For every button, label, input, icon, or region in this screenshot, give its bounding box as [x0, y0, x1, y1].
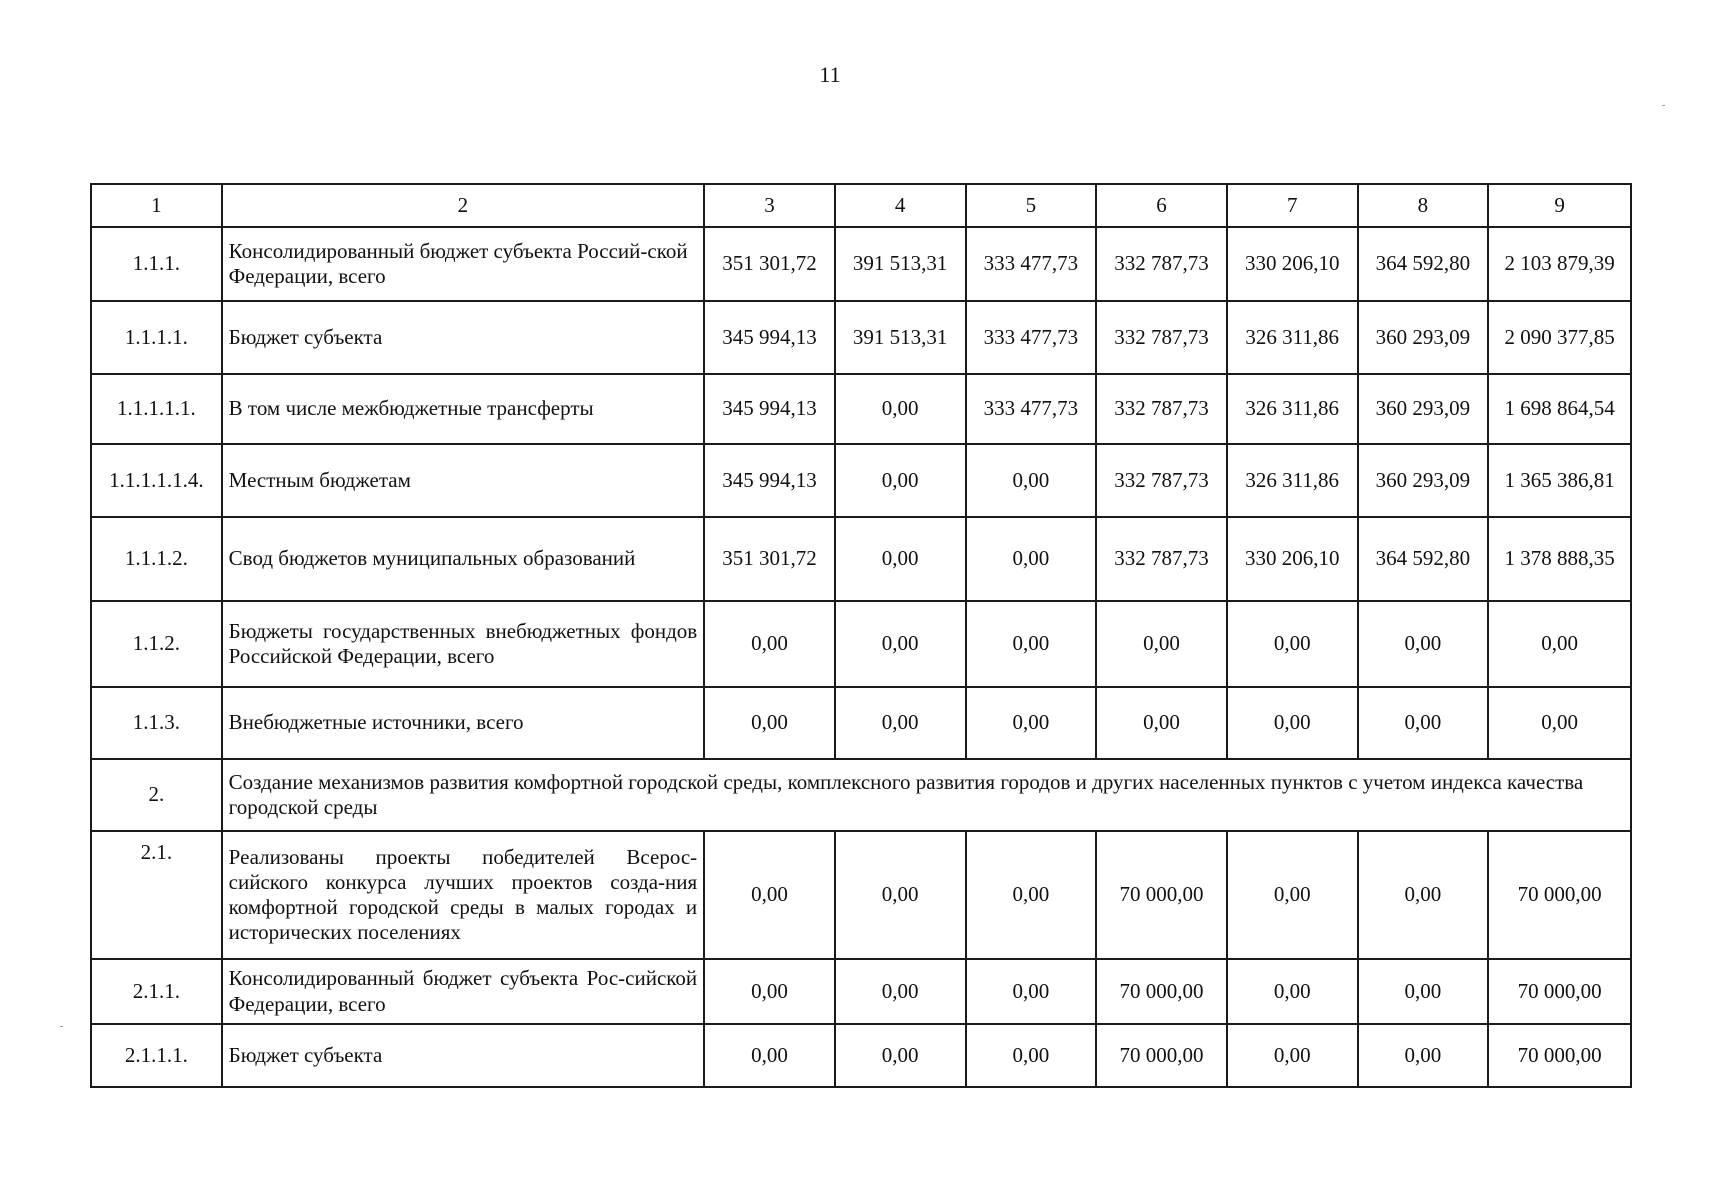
- value-cell: 326 311,86: [1227, 301, 1358, 374]
- value-cell: 0,00: [1358, 831, 1489, 959]
- header-row: [91, 184, 1631, 227]
- table-row: [91, 227, 1631, 301]
- scan-speck: [60, 1026, 63, 1027]
- value-cell: 1 378 888,35: [1488, 517, 1631, 601]
- value-cell: 2 090 377,85: [1488, 301, 1631, 374]
- value-cell: 0,00: [835, 1024, 966, 1087]
- table-row: [91, 301, 1631, 374]
- value-cell: 0,00: [1488, 601, 1631, 687]
- row-number: 1.1.1.2.: [91, 517, 222, 601]
- row-name: Местным бюджетам: [222, 444, 705, 517]
- row-name: Бюджет субъекта: [222, 1024, 705, 1087]
- value-cell: 360 293,09: [1358, 444, 1489, 517]
- table-row: [91, 687, 1631, 759]
- row-name: Консолидированный бюджет субъекта Россий-ской Федерации, всего: [222, 227, 705, 301]
- value-cell: 332 787,73: [1096, 227, 1227, 301]
- value-cell: 0,00: [704, 831, 835, 959]
- value-cell: 0,00: [704, 959, 835, 1024]
- value-cell: 1 365 386,81: [1488, 444, 1631, 517]
- header-cell: 5: [966, 184, 1097, 227]
- table-row: [91, 831, 1631, 959]
- row-number: 2.: [91, 759, 222, 831]
- table-row: [91, 1024, 1631, 1087]
- value-cell: 333 477,73: [966, 301, 1097, 374]
- table-row: [91, 601, 1631, 687]
- value-cell: 0,00: [835, 687, 966, 759]
- header-cell: 1: [91, 184, 222, 227]
- scan-speck: [1662, 105, 1665, 106]
- value-cell: 0,00: [704, 601, 835, 687]
- page-number: 11: [819, 62, 841, 87]
- row-number: 2.1.: [91, 831, 222, 959]
- section-row: [91, 759, 1631, 831]
- header-cell: 3: [704, 184, 835, 227]
- row-number: 1.1.1.1.1.4.: [91, 444, 222, 517]
- value-cell: 0,00: [835, 374, 966, 444]
- value-cell: 70 000,00: [1096, 1024, 1227, 1087]
- value-cell: 0,00: [835, 601, 966, 687]
- value-cell: 0,00: [966, 959, 1097, 1024]
- table-row: [91, 959, 1631, 1024]
- value-cell: 70 000,00: [1096, 959, 1227, 1024]
- row-number: 1.1.2.: [91, 601, 222, 687]
- value-cell: 70 000,00: [1096, 831, 1227, 959]
- value-cell: 0,00: [1227, 601, 1358, 687]
- section-title: Создание механизмов развития комфортной городской среды, комплексного развития городов и других населенных пунктов с учетом индекса качества городской среды: [222, 759, 1631, 831]
- table-row: [91, 444, 1631, 517]
- value-cell: 333 477,73: [966, 227, 1097, 301]
- value-cell: 330 206,10: [1227, 227, 1358, 301]
- value-cell: 391 513,31: [835, 227, 966, 301]
- value-cell: 0,00: [1096, 601, 1227, 687]
- row-name: В том числе межбюджетные трансферты: [222, 374, 705, 444]
- value-cell: 333 477,73: [966, 374, 1097, 444]
- value-cell: 1 698 864,54: [1488, 374, 1631, 444]
- value-cell: 70 000,00: [1488, 959, 1631, 1024]
- value-cell: 391 513,31: [835, 301, 966, 374]
- row-number: 2.1.1.1.: [91, 1024, 222, 1087]
- row-name: Бюджет субъекта: [222, 301, 705, 374]
- value-cell: 0,00: [966, 831, 1097, 959]
- value-cell: 330 206,10: [1227, 517, 1358, 601]
- value-cell: 332 787,73: [1096, 444, 1227, 517]
- value-cell: 0,00: [1227, 687, 1358, 759]
- value-cell: 364 592,80: [1358, 517, 1489, 601]
- value-cell: 0,00: [966, 1024, 1097, 1087]
- value-cell: 360 293,09: [1358, 301, 1489, 374]
- row-number: 1.1.3.: [91, 687, 222, 759]
- header-cell: 9: [1488, 184, 1631, 227]
- value-cell: 0,00: [1227, 1024, 1358, 1087]
- value-cell: 0,00: [1227, 831, 1358, 959]
- value-cell: 351 301,72: [704, 517, 835, 601]
- value-cell: 0,00: [1488, 687, 1631, 759]
- value-cell: 345 994,13: [704, 374, 835, 444]
- row-number: 1.1.1.: [91, 227, 222, 301]
- value-cell: 0,00: [966, 444, 1097, 517]
- row-number: 1.1.1.1.1.: [91, 374, 222, 444]
- header-cell: 6: [1096, 184, 1227, 227]
- budget-table: [90, 183, 1632, 1088]
- header-cell: 8: [1358, 184, 1489, 227]
- value-cell: 0,00: [704, 1024, 835, 1087]
- value-cell: 0,00: [835, 444, 966, 517]
- value-cell: 0,00: [1358, 1024, 1489, 1087]
- value-cell: 332 787,73: [1096, 517, 1227, 601]
- header-cell: 4: [835, 184, 966, 227]
- value-cell: 360 293,09: [1358, 374, 1489, 444]
- value-cell: 0,00: [1227, 959, 1358, 1024]
- value-cell: 345 994,13: [704, 444, 835, 517]
- value-cell: 0,00: [1096, 687, 1227, 759]
- value-cell: 0,00: [835, 517, 966, 601]
- value-cell: 351 301,72: [704, 227, 835, 301]
- value-cell: 345 994,13: [704, 301, 835, 374]
- row-number: 2.1.1.: [91, 959, 222, 1024]
- header-cell: 2: [222, 184, 705, 227]
- value-cell: 70 000,00: [1488, 1024, 1631, 1087]
- value-cell: 332 787,73: [1096, 374, 1227, 444]
- table-row: [91, 374, 1631, 444]
- value-cell: 0,00: [966, 687, 1097, 759]
- value-cell: 70 000,00: [1488, 831, 1631, 959]
- value-cell: 326 311,86: [1227, 374, 1358, 444]
- row-name: Внебюджетные источники, всего: [222, 687, 705, 759]
- row-name: Свод бюджетов муниципальных образований: [222, 517, 705, 601]
- value-cell: 0,00: [835, 959, 966, 1024]
- value-cell: 0,00: [966, 517, 1097, 601]
- value-cell: 2 103 879,39: [1488, 227, 1631, 301]
- value-cell: 326 311,86: [1227, 444, 1358, 517]
- value-cell: 364 592,80: [1358, 227, 1489, 301]
- header-cell: 7: [1227, 184, 1358, 227]
- row-number: 1.1.1.1.: [91, 301, 222, 374]
- value-cell: 0,00: [966, 601, 1097, 687]
- value-cell: 0,00: [704, 687, 835, 759]
- row-name: Консолидированный бюджет субъекта Рос-сийской Федерации, всего: [222, 959, 705, 1024]
- table-row: [91, 517, 1631, 601]
- value-cell: 0,00: [1358, 959, 1489, 1024]
- value-cell: 0,00: [1358, 601, 1489, 687]
- row-name: Реализованы проекты победителей Всерос-сийского конкурса лучших проектов созда-ния комфортной городской среды в малых городах и исторических поселениях: [222, 831, 705, 959]
- value-cell: 0,00: [1358, 687, 1489, 759]
- row-name: Бюджеты государственных внебюджетных фондов Российской Федерации, всего: [222, 601, 705, 687]
- value-cell: 332 787,73: [1096, 301, 1227, 374]
- value-cell: 0,00: [835, 831, 966, 959]
